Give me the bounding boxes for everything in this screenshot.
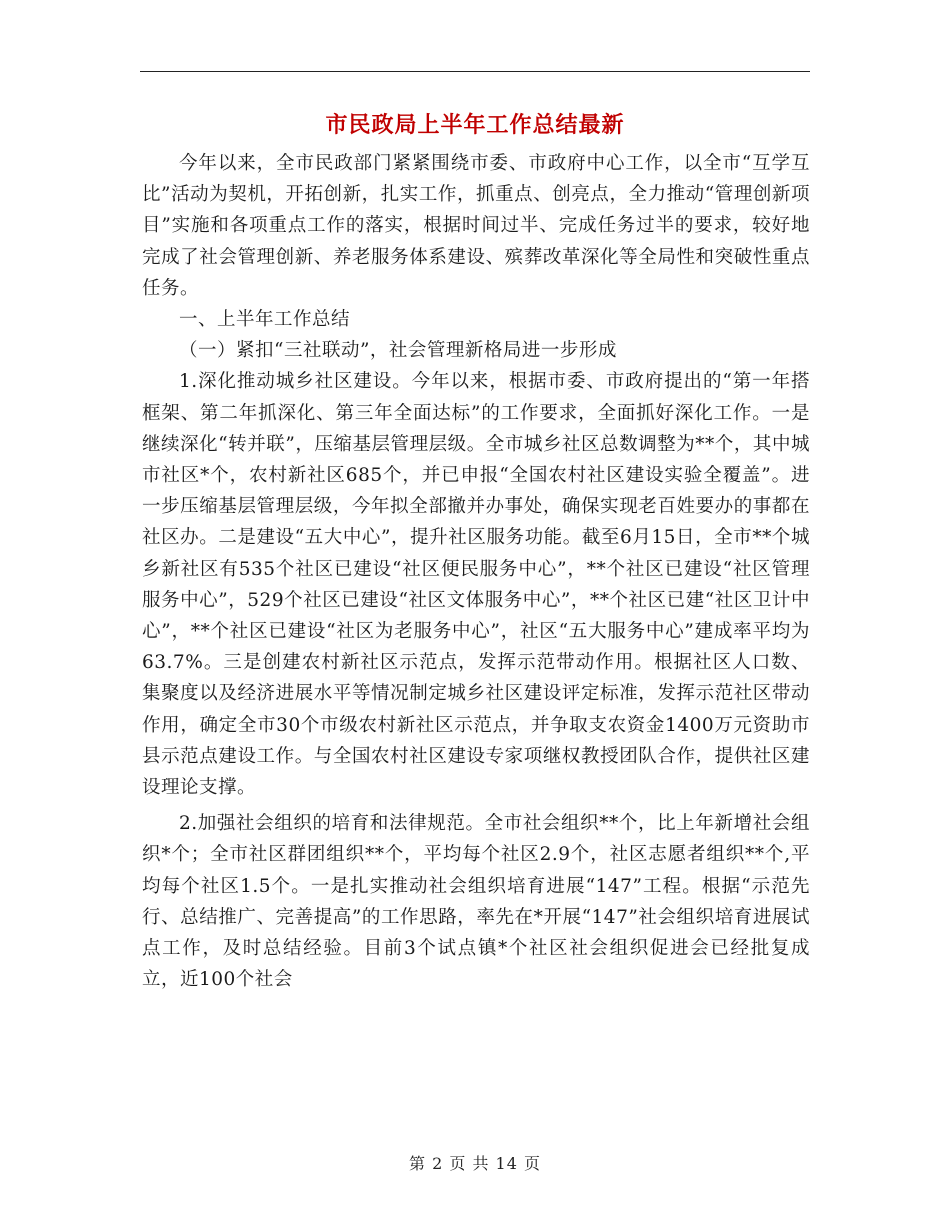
page-number: 第 2 页 共 14 页 [409, 1154, 541, 1173]
section-heading: 一、上半年工作总结 [179, 309, 351, 331]
paragraph-intro: 今年以来，全市民政部门紧紧围绕市委、市政府中心工作，以全市“互学互比”活动为契机，开拓创新，扎实工作，抓重点、创亮点，全力推动“管理创新项目”实施和各项重点工作的落实，根据时间过半、完成任务过半的要求，较好地完成了社会管理创新、养老服务体系建设、殡葬改革深化等全局性和突破性重点任务。 [142, 153, 810, 299]
header-rule [140, 71, 810, 72]
subsection-heading: （一）紧扣“三社联动”，社会管理新格局进一步形成 [179, 340, 617, 362]
paragraph-social-organizations: 2.加强社会组织的培育和法律规范。全市社会组织**个，比上年新增社会组织*个；全市社区群团组织**个，平均每个社区2.9个，社区志愿者组织**个,平均每个社区1.5个。一是扎实推动社会组织培育进展“147”工程。根据“示范先行、总结推广、完善提高”的工作思路，率先在*开展“147”社会组织培育进展试点工作，及时总结经验。目前3个试点镇*个社区社会组织促进会已经批复成立，近100个社会 [142, 813, 810, 991]
document-title: 市民政局上半年工作总结最新 [325, 113, 625, 138]
paragraph-community-building: 1.深化推动城乡社区建设。今年以来，根据市委、市政府提出的“第一年搭框架、第二年抓深化、第三年全面达标”的工作要求，全面抓好深化工作。一是继续深化“转并联”，压缩基层管理层级。全市城乡社区总数调整为**个，其中城市社区*个，农村新社区685个，并已申报“全国农村社区建设实验全覆盖”。进一步压缩基层管理层级，今年拟全部撤并办事处，确保实现老百姓要办的事都在社区办。二是建设“五大中心”，提升社区服务功能。截至6月15日，全市**个城乡新社区有535个社区已建设“社区便民服务中心”，**个社区已建设“社区管理服务中心”，529个社区已建设“社区文体服务中心”，**个社区已建“社区卫计中心”，**个社区已建设“社区为老服务中心”，社区“五大服务中心”建成率平均为63.7%。三是创建农村新社区示范点，发挥示范带动作用。根据社区人口数、集聚度以及经济进展水平等情况制定城乡社区建设评定标准，发挥示范社区带动作用，确定全市30个市级农村新社区示范点，并争取支农资金1400万元资助市县示范点建设工作。与全国农村社区建设专家项继权教授团队合作，提供社区建设理论支撑。 [142, 371, 810, 799]
document-body [142, 148, 810, 995]
